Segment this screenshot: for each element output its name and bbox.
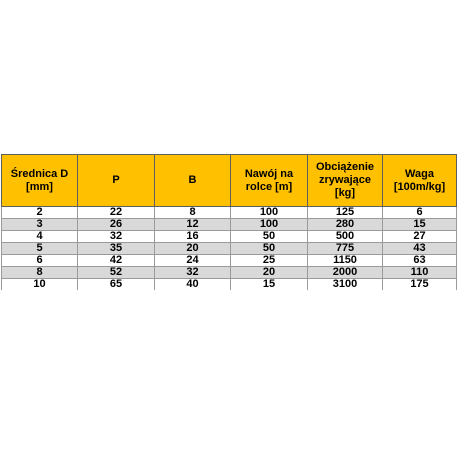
cell-breaking-load: 775: [308, 243, 383, 255]
cell-breaking-load: 3100: [308, 279, 383, 291]
specification-table: [1, 154, 457, 290]
cell-breaking-load: 500: [308, 231, 383, 243]
table-row: [2, 243, 457, 255]
cell-p: 52: [78, 267, 155, 279]
cell-weight: 175: [383, 279, 457, 291]
header-weight: Waga [100m/kg]: [383, 155, 457, 207]
cell-diameter: 2: [2, 207, 78, 219]
cell-diameter: 10: [2, 279, 78, 291]
table-row: [2, 219, 457, 231]
cell-b: 8: [155, 207, 231, 219]
cell-breaking-load: 280: [308, 219, 383, 231]
cell-roll-length: 15: [231, 279, 308, 291]
cell-b: 32: [155, 267, 231, 279]
cell-b: 40: [155, 279, 231, 291]
table-header-row: [2, 155, 457, 207]
cell-diameter: 6: [2, 255, 78, 267]
cell-weight: 27: [383, 231, 457, 243]
cell-weight: 15: [383, 219, 457, 231]
cell-weight: 43: [383, 243, 457, 255]
cell-b: 16: [155, 231, 231, 243]
cell-diameter: 5: [2, 243, 78, 255]
cell-roll-length: 100: [231, 207, 308, 219]
cell-b: 24: [155, 255, 231, 267]
cell-breaking-load: 1150: [308, 255, 383, 267]
table-row: [2, 279, 457, 291]
header-p: P: [78, 155, 155, 207]
header-roll-length: Nawój na rolce [m]: [231, 155, 308, 207]
cell-p: 65: [78, 279, 155, 291]
header-b: B: [155, 155, 231, 207]
cell-weight: 63: [383, 255, 457, 267]
table-row: [2, 231, 457, 243]
cell-p: 42: [78, 255, 155, 267]
cell-roll-length: 50: [231, 231, 308, 243]
cell-weight: 110: [383, 267, 457, 279]
cell-roll-length: 20: [231, 267, 308, 279]
cell-b: 12: [155, 219, 231, 231]
table-row: [2, 255, 457, 267]
cell-roll-length: 25: [231, 255, 308, 267]
table-body: [2, 207, 457, 291]
cell-p: 26: [78, 219, 155, 231]
header-breaking-load: Obciążenie zrywające [kg]: [308, 155, 383, 207]
cell-p: 35: [78, 243, 155, 255]
cell-diameter: 3: [2, 219, 78, 231]
cell-p: 22: [78, 207, 155, 219]
cell-roll-length: 50: [231, 243, 308, 255]
cell-diameter: 4: [2, 231, 78, 243]
table-row: [2, 267, 457, 279]
cell-roll-length: 100: [231, 219, 308, 231]
cell-weight: 6: [383, 207, 457, 219]
cell-diameter: 8: [2, 267, 78, 279]
cell-p: 32: [78, 231, 155, 243]
table-row: [2, 207, 457, 219]
cell-b: 20: [155, 243, 231, 255]
header-diameter: Średnica D [mm]: [2, 155, 78, 207]
cell-breaking-load: 2000: [308, 267, 383, 279]
cell-breaking-load: 125: [308, 207, 383, 219]
